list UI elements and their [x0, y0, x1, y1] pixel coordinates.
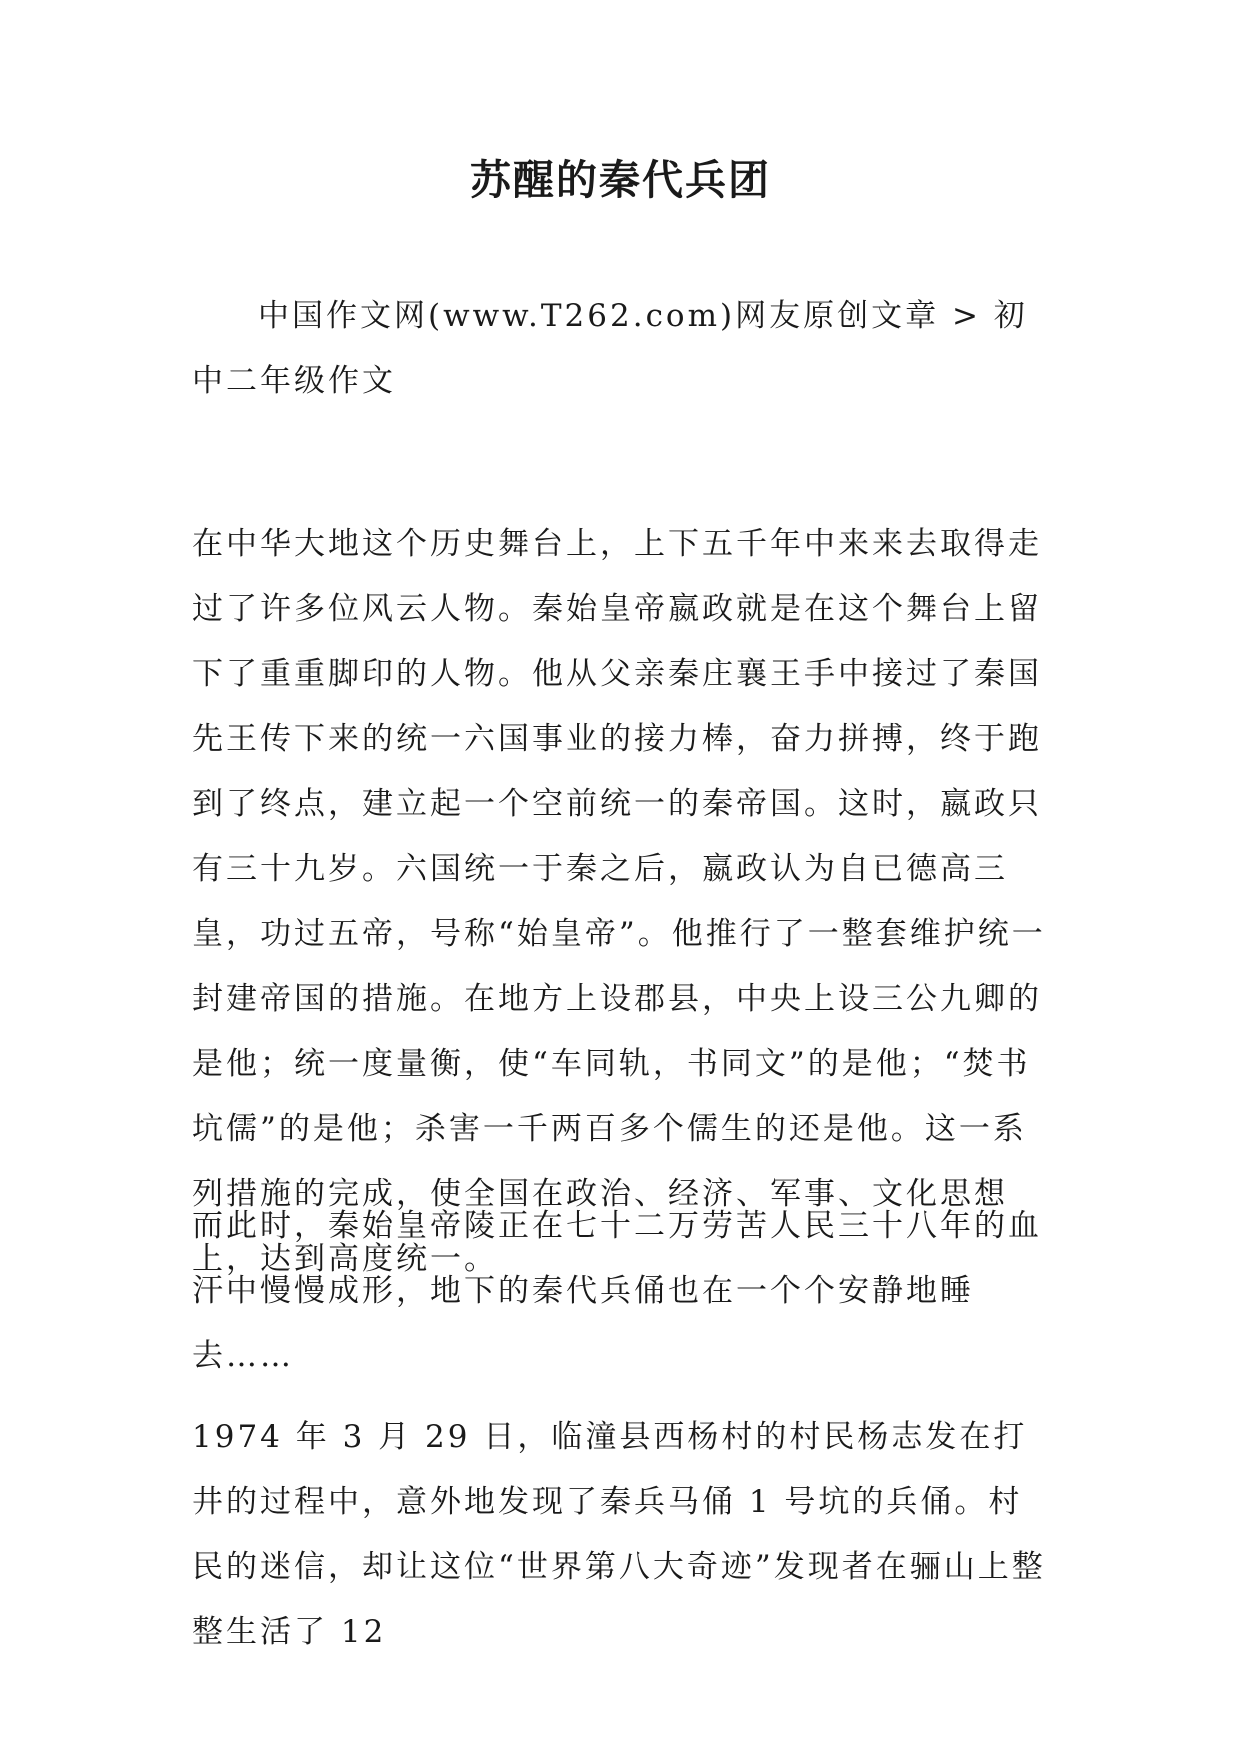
source-line: 中国作文网(www.T262.com)网友原创文章 > 初中二年级作文	[192, 298, 1028, 399]
paragraph-2: 而此时，秦始皇帝陵正在七十二万劳苦人民三十八年的血汗中慢慢成形，地下的秦代兵俑也在一个个安静地睡去……	[192, 1208, 1042, 1374]
paragraph-1: 在中华大地这个历史舞台上，上下五千年中来来去取得走过了许多位风云人物。秦始皇帝嬴政就是在这个舞台上留下了重重脚印的人物。他从父亲秦庄襄王手中接过了秦国先王传下来的统一六国事业的接力棒，奋力拼搏，终于跑到了终点，建立起一个空前统一的秦帝国。这时，嬴政只有三十九岁。六国统一于秦之后，嬴政认为自已德高三皇，功过五帝，号称“始皇帝”。他推行了一整套维护统一封建帝国的措施。在地方上设郡县，中央上设三公九卿的是他；统一度量衡，使“车同轨，书同文”的是他；“焚书坑儒”的是他；杀害一千两百多个儒生的还是他。这一系列措施的完成，使全国在政治、经济、军事、文化思想上，达到高度统一。	[192, 526, 1046, 1277]
paragraph-3: 1974 年 3 月 29 日，临潼县西杨村的村民杨志发在打井的过程中，意外地发现了秦兵马俑 1 号坑的兵俑。村民的迷信，却让这位“世界第八大奇迹”发现者在骊山上整整生活了 12	[192, 1419, 1046, 1650]
page-title: 苏醒的秦代兵团	[470, 156, 771, 204]
